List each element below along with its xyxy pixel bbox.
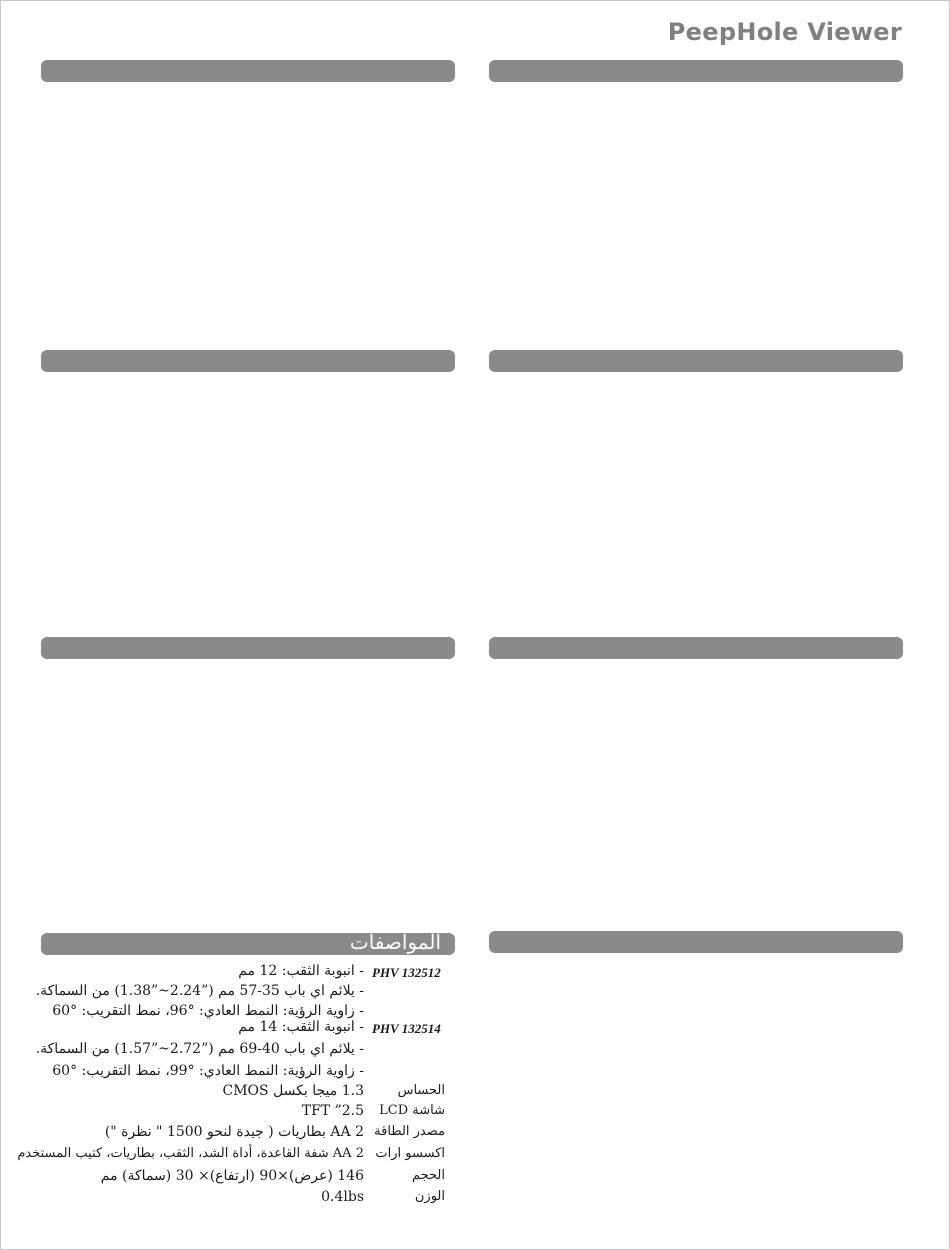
spec-value: 2.5” TFT bbox=[301, 1103, 364, 1119]
model-name-1: PHV 132512 bbox=[372, 965, 441, 980]
section-bar-right-3 bbox=[489, 637, 903, 659]
spec-line: - انبوبة الثقب: 14 مم bbox=[238, 1019, 364, 1035]
spec-line: - زاوية الرؤية: النمط العادي: °96، نمط التقريب: °60 bbox=[52, 1003, 364, 1019]
model-name-2: PHV 132514 bbox=[372, 1021, 441, 1036]
spec-value: 1.3 ميجا بكسل CMOS bbox=[222, 1083, 364, 1099]
spec-label: الحجم bbox=[411, 1168, 445, 1183]
spec-value: 146 (عرض)×90 (ارتفاع)× 30 (سماكة) مم bbox=[100, 1168, 364, 1184]
spec-line: - انبوبة الثقب: 12 مم bbox=[238, 963, 364, 979]
spec-value: 2 AA بطاريات ( جيدة لنحو 1500 " نظرة ") bbox=[104, 1124, 364, 1140]
spec-line: - يلائم اي باب 35-57 مم (”2.24~”1.38) من السماكة. bbox=[35, 983, 364, 999]
spec-line: - يلائم اي باب 40-69 مم (”2.72~”1.57) من السماكة. bbox=[35, 1041, 364, 1057]
specs-title-bar bbox=[41, 930, 455, 955]
spec-value: 0.4lbs bbox=[321, 1189, 364, 1205]
spec-label: مصدر الطاقة bbox=[374, 1124, 445, 1139]
spec-label: الوزن bbox=[414, 1189, 445, 1204]
specs-title: المواصفات bbox=[349, 930, 441, 954]
spec-value: 2 AA شفة القاعدة، أداة الشد، الثقب، بطاريات، كتيب المستخدم bbox=[17, 1146, 364, 1161]
spec-label: اكسسو ارات bbox=[375, 1146, 445, 1161]
section-bar-left-2 bbox=[41, 350, 455, 372]
section-bar-right-2 bbox=[489, 350, 903, 372]
section-bar-right-4 bbox=[489, 931, 903, 953]
spec-line: - زاوية الرؤية: النمط العادي: °99، نمط التقريب: °60 bbox=[52, 1063, 364, 1079]
section-bar-left-3 bbox=[41, 637, 455, 659]
section-bar-right-1 bbox=[489, 60, 903, 82]
spec-label: الحساس bbox=[397, 1083, 445, 1098]
brand-logo: PeepHole Viewer bbox=[667, 18, 902, 46]
spec-label: شاشة LCD bbox=[379, 1103, 445, 1118]
section-bar-left-1 bbox=[41, 60, 455, 82]
